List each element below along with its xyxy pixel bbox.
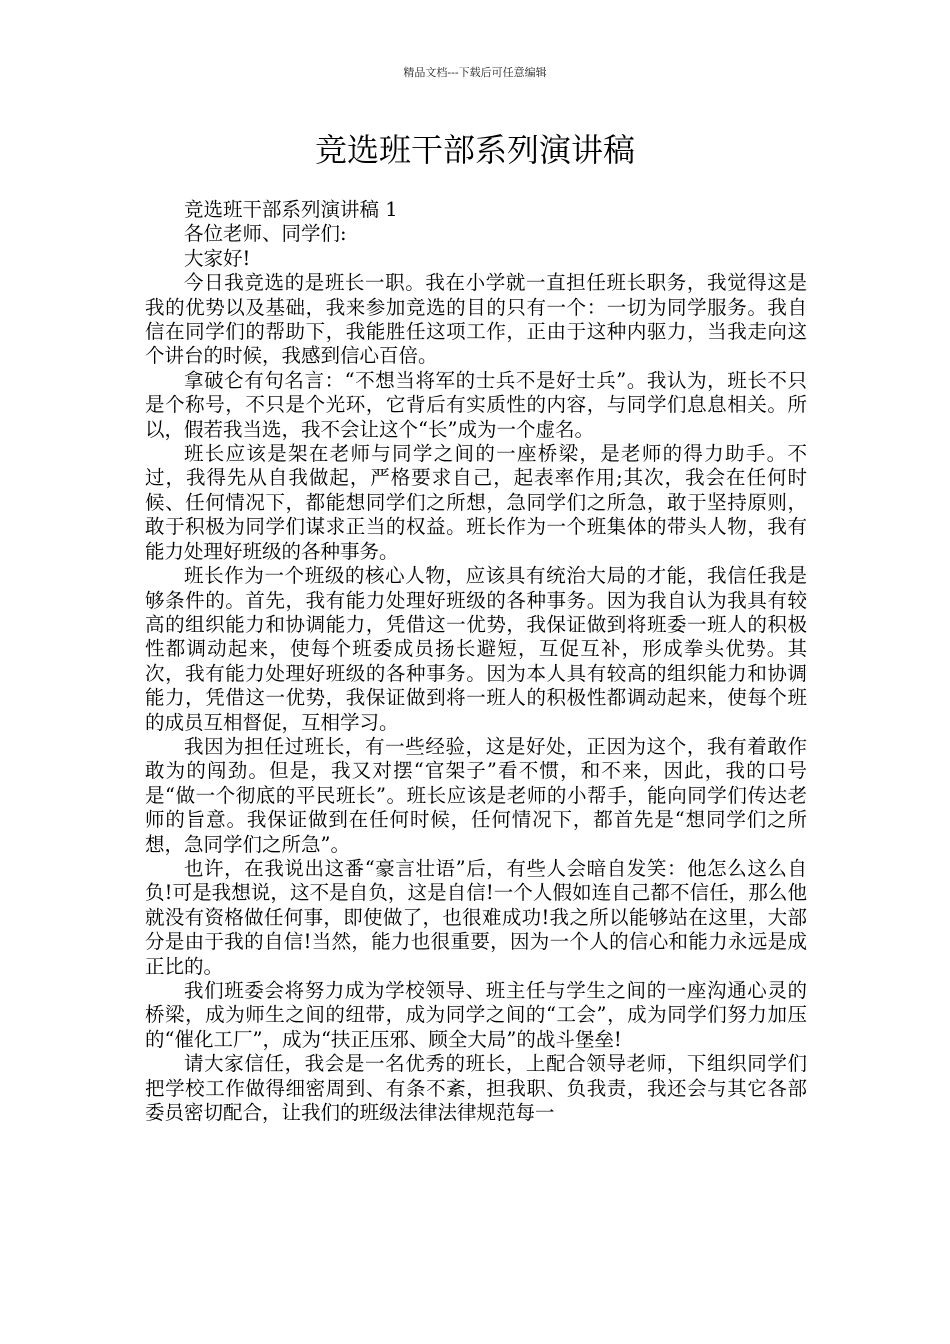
paragraph-body: 今日我竞选的是班长一职。我在小学就一直担任班长职务，我觉得这是我的优势以及基础，我来参加竞选的目的只有一个：一切为同学服务。我自信在同学们的帮助下，我能胜任这项工作，正由于这种内驱力，当我走向这个讲台的时候，我感到信心百倍。 bbox=[145, 271, 807, 368]
paragraph-body: 也许，在我说出这番“豪言壮语”后，有些人会暗自发笑：他怎么这么自负!可是我想说，这不是自负，这是自信!一个人假如连自己都不信任，那么他就没有资格做任何事，即使做了，也很难成功!我之所以能够站在这里，大部分是由于我的自信!当然，能力也很重要，因为一个人的信心和能力永远是成正比的。 bbox=[145, 856, 807, 978]
paragraph-body: 请大家信任，我会是一名优秀的班长，上配合领导老师，下组织同学们把学校工作做得细密周到、有条不紊，担我职、负我责，我还会与其它各部委员密切配合，让我们的班级法律法律规范每一 bbox=[145, 1052, 807, 1125]
paragraph-subtitle: 竞选班干部系列演讲稿 1 bbox=[184, 198, 398, 221]
document-body bbox=[145, 198, 807, 1125]
paragraph-body: 班长应该是架在老师与同学之间的一座桥梁，是老师的得力助手。不过，我得先从自我做起，严格要求自己，起表率作用;其次，我会在任何时候、任何情况下，都能想同学们之所想，急同学们之所急，敢于坚持原则，敢于积极为同学们谋求正当的权益。班长作为一个班集体的带头人物，我有能力处理好班级的各种事务。 bbox=[145, 442, 807, 563]
paragraph-body: 班长作为一个班级的核心人物，应该具有统治大局的才能，我信任我是够条件的。首先，我有能力处理好班级的各种事务。因为我自认为我具有较高的组织能力和协调能力，凭借这一优势，我保证做到将班委一班人的积极性都调动起来，使每个班委成员扬长避短，互促互补，形成拳头优势。其次，我有能力处理好班级的各种事务。因为本人具有较高的组织能力和协调能力，凭借这一优势，我保证做到将一班人的积极性都调动起来，使每个班的成员互相督促，互相学习。 bbox=[145, 564, 807, 734]
paragraph-salutation: 各位老师、同学们: bbox=[184, 222, 347, 246]
header-note: 精品文档---下载后可任意编辑 bbox=[403, 66, 547, 79]
paragraph-body: 拿破仑有句名言：“不想当将军的士兵不是好士兵”。我认为，班长不只是个称号，不只是个光环，它背后有实质性的内容，与同学们息息相关。所以，假若我当选，我不会让这个“长”成为一个虚名。 bbox=[145, 368, 807, 441]
paragraph-body: 我们班委会将努力成为学校领导、班主任与学生之间的一座沟通心灵的桥梁，成为师生之间的纽带，成为同学之间的“工会”，成为同学们努力加压的“催化工厂”，成为“扶正压邪、顾全大局”的战斗堡垒! bbox=[145, 979, 807, 1051]
paragraph-greeting: 大家好! bbox=[184, 246, 251, 270]
paragraph-body: 我因为担任过班长，有一些经验，这是好处，正因为这个，我有着敢作敢为的闯劲。但是，我又对摆“官架子”看不惯，和不来，因此，我的口号是“做一个彻底的平民班长”。班长应该是老师的小帮手，能向同学们传达老师的旨意。我保证做到在任何时候，任何情况下，都首先是“想同学们之所想，急同学们之所急”。 bbox=[145, 734, 807, 856]
document-title: 竞选班干部系列演讲稿 bbox=[314, 131, 635, 169]
